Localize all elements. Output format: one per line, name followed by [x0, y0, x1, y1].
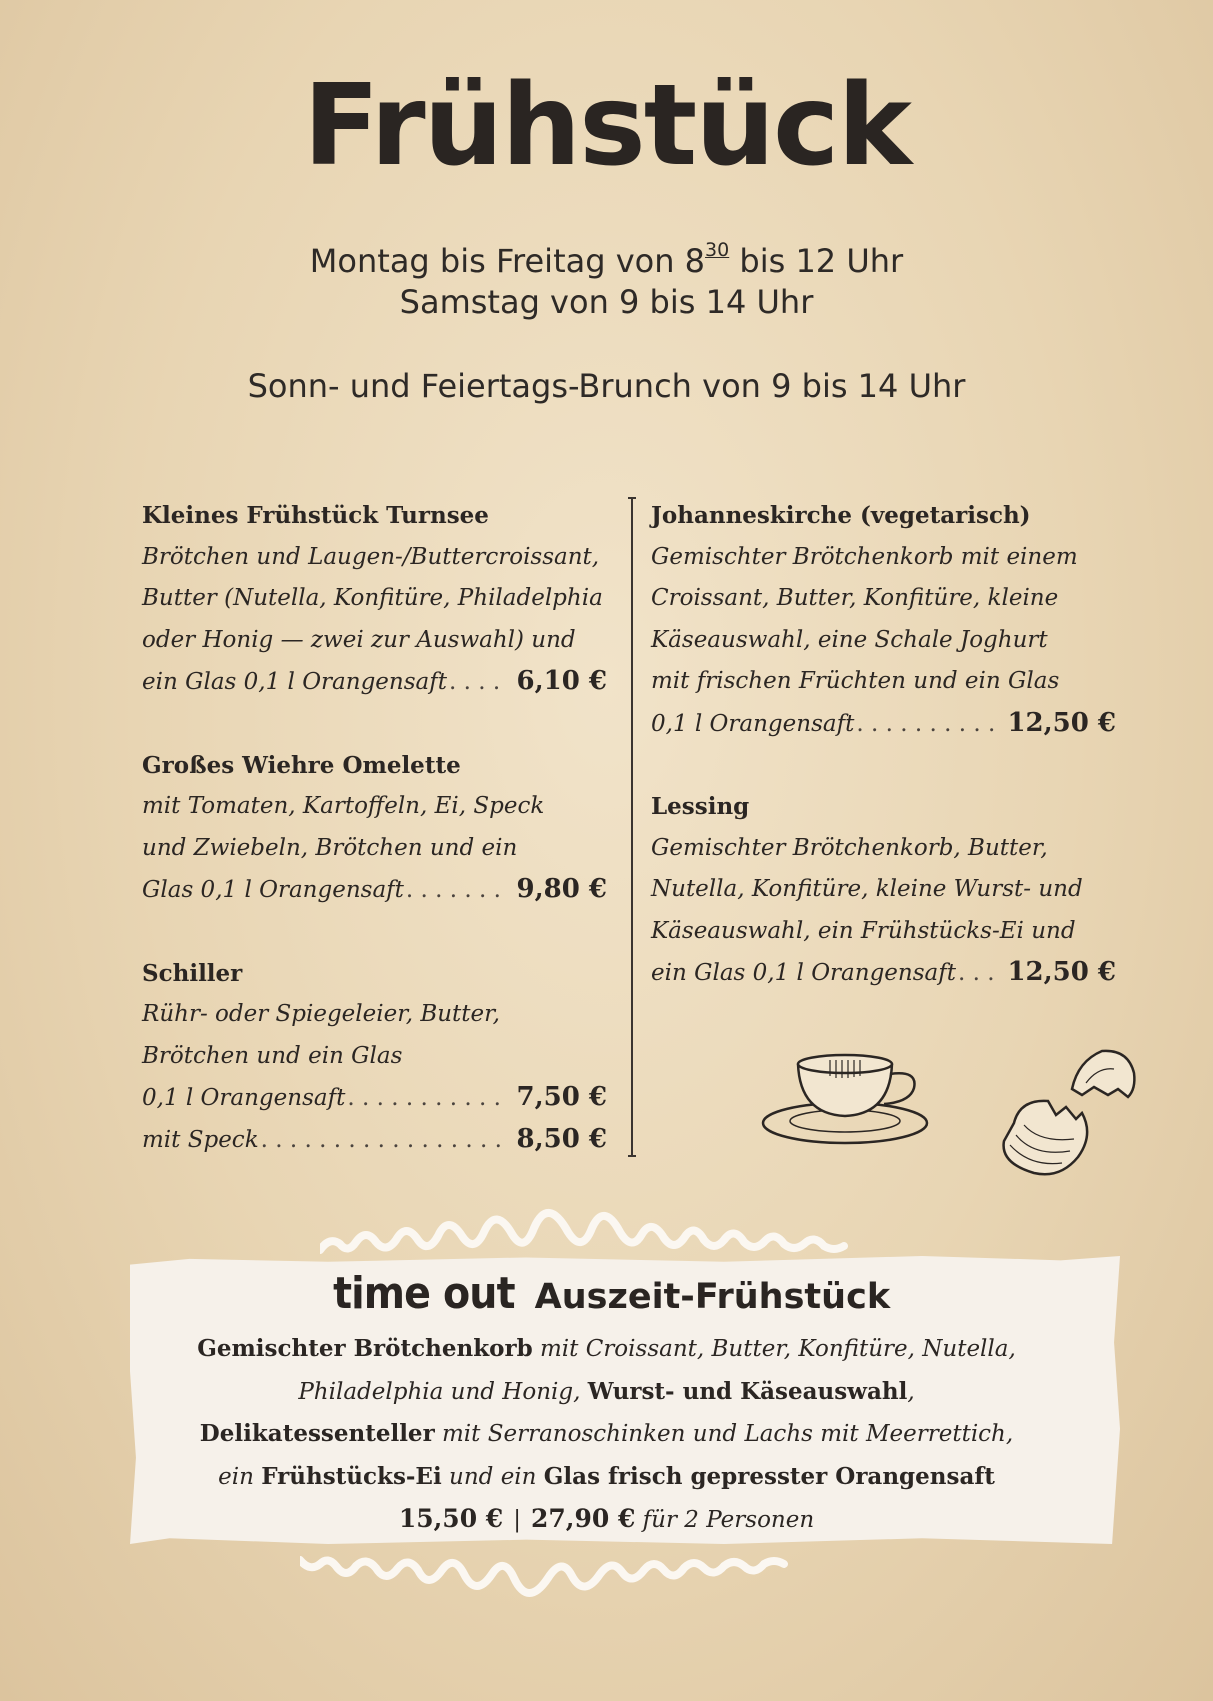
timeout-subtitle: Auszeit-Frühstück — [534, 1277, 891, 1317]
menu-item-price-line: ein Glas 0,1 l Orangensaft . . . 6,10 € — [142, 661, 607, 703]
timeout-brand: time out — [332, 1268, 515, 1319]
menu-item-description: Croissant, Butter, Konfitüre, kleine — [651, 585, 1059, 611]
menu-item-name: Lessing — [651, 793, 750, 820]
dot-leader — [856, 704, 1001, 746]
menu-item-description: Rühr- oder Spiegeleier, Butter, — [142, 1001, 500, 1027]
menu-item-description: Brötchen und ein Glas — [142, 1042, 403, 1069]
menu-item-price-line: 0,1 l Orangensaft . . . 12,50 € — [651, 703, 1116, 745]
menu-item-description: Butter (Nutella, Konfitüre, Philadelphia — [142, 585, 603, 611]
saturday-hours: Samstag von 9 bis 14 Uhr — [399, 283, 814, 321]
menu-item-kleines-fruehstueck — [142, 495, 607, 703]
menu-item-price-line: 0,1 l Orangensaft . . . 7,50 € — [142, 1077, 607, 1119]
menu-item-name: Schiller — [142, 959, 243, 987]
timeout-line: Delikatessenteller mit Serranoschinken und Lachs mit Meerrettich, — [199, 1420, 1014, 1447]
menu-item-description: und Zwiebeln, Brötchen und ein — [142, 834, 518, 861]
menu-item-description: mit Tomaten, Kartoffeln, Ei, Speck — [142, 793, 545, 819]
menu-item-extra-price-line: mit Speck . . . 8,50 € — [142, 1119, 607, 1161]
decorative-loops-top — [320, 1192, 960, 1262]
coffee-cup-icon — [760, 1048, 940, 1148]
menu-column-right — [651, 495, 1116, 1036]
timeout-title — [0, 1268, 1213, 1319]
menu-item-price-line: Glas 0,1 l Orangensaft . . . 9,80 € — [142, 869, 607, 911]
column-divider — [631, 497, 633, 1157]
timeout-description — [0, 1328, 1213, 1542]
menu-item-description: Nutella, Konfitüre, kleine Wurst- und — [651, 876, 1083, 902]
menu-item-description: mit frischen Früchten und ein Glas — [651, 668, 1060, 694]
menu-item-description: Gemischter Brötchenkorb mit einem — [651, 543, 1078, 570]
page-title: Frühstück — [303, 61, 910, 191]
menu-item-name: Großes Wiehre Omelette — [142, 751, 461, 779]
timeout-line: Gemischter Brötchenkorb mit Croissant, Butter, Konfitüre, Nutella, — [197, 1335, 1016, 1362]
timeout-price-single: 15,50 € — [398, 1504, 504, 1533]
decorative-loops-bottom — [300, 1548, 940, 1618]
menu-item-name: Kleines Frühstück Turnsee — [142, 502, 489, 529]
menu-item-description: Käseauswahl, eine Schale Joghurt — [651, 626, 1048, 653]
dot-leader — [449, 662, 505, 704]
dot-leader — [406, 870, 505, 912]
menu-item-schiller — [142, 953, 607, 1161]
menu-item-grosses-omelette — [142, 745, 607, 911]
timeout-line: ein Frühstücks-Ei und ein Glas frisch gepresster Orangensaft — [218, 1462, 995, 1490]
menu-item-description: oder Honig — zwei zur Auswahl) und — [142, 626, 576, 653]
dot-leader — [958, 953, 1001, 995]
menu-item-price: 9,80 € — [516, 874, 607, 904]
sunday-brunch-hours: Sonn- und Feiertags-Brunch von 9 bis 14 Uhr — [247, 367, 966, 405]
menu-item-price: 7,50 € — [516, 1082, 607, 1112]
menu-item-johanneskirche — [651, 495, 1116, 744]
menu-item-price-line: ein Glas 0,1 l Orangensaft . . . 12,50 € — [651, 952, 1116, 994]
menu-item-description: Käseauswahl, ein Frühstücks-Ei und — [651, 917, 1076, 944]
menu-column-left — [142, 495, 607, 1202]
timeout-price-double: 27,90 € — [530, 1504, 636, 1533]
menu-item-lessing — [651, 786, 1116, 994]
menu-item-price: 12,50 € — [1007, 707, 1116, 738]
menu-item-extra-price: 8,50 € — [516, 1123, 607, 1154]
dot-leader — [261, 1120, 505, 1162]
eggshell-icon — [990, 1045, 1140, 1195]
menu-item-price: 6,10 € — [516, 666, 607, 696]
weekday-hours: Montag bis Freitag von $8^{30}$ bis 12 Uhr — [309, 239, 904, 280]
menu-item-price: 12,50 € — [1007, 957, 1116, 987]
menu-item-description: Gemischter Brötchenkorb, Butter, — [651, 834, 1048, 861]
dot-leader — [347, 1078, 505, 1120]
timeout-price-line: 15,50 € | 27,90 € für 2 Personen — [398, 1504, 815, 1533]
menu-item-name: Johanneskirche (vegetarisch) — [651, 502, 1031, 529]
timeout-line: Philadelphia und Honig, Wurst- und Käseauswahl, — [298, 1377, 915, 1405]
menu-item-description: Brötchen und Laugen-/Buttercroissant, — [142, 543, 600, 570]
